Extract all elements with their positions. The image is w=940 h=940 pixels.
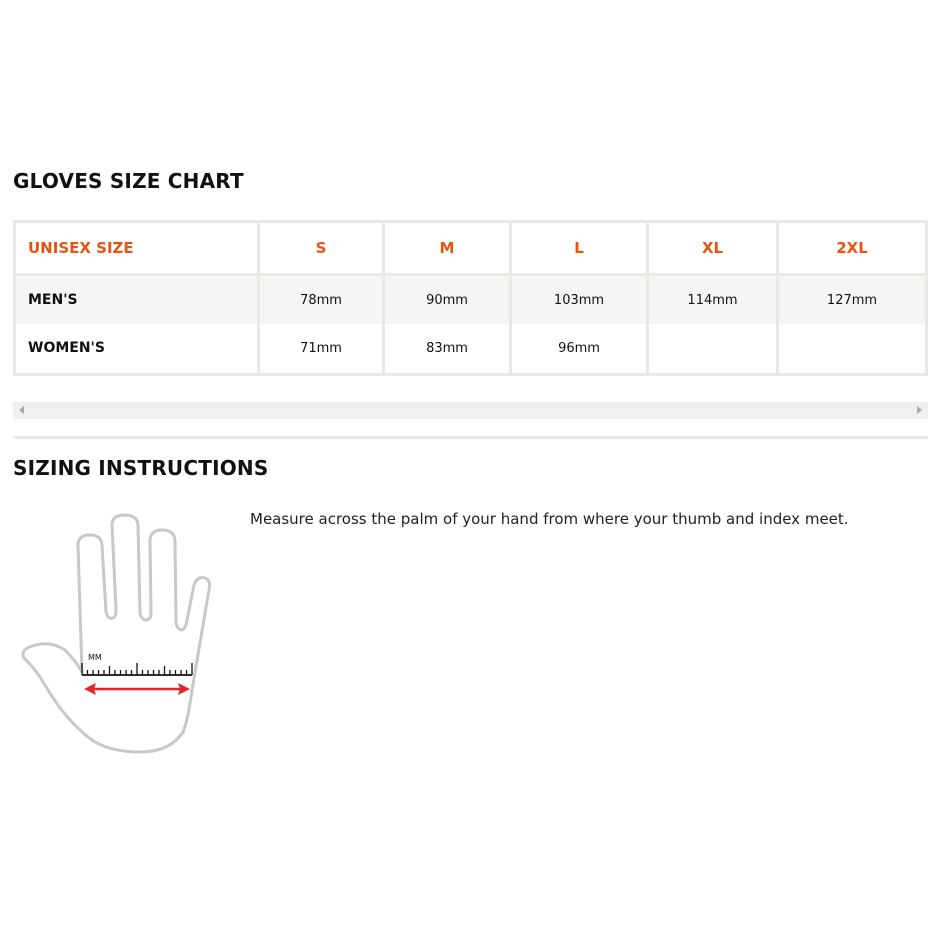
- header-size: 2XL: [778, 222, 927, 275]
- cell: 96mm: [511, 324, 648, 375]
- instructions-text: Measure across the palm of your hand from where your thumb and index meet.: [250, 510, 849, 528]
- header-size: L: [511, 222, 648, 275]
- cell: 114mm: [648, 275, 778, 325]
- row-label: MEN'S: [15, 275, 259, 325]
- cell: 127mm: [778, 275, 927, 325]
- cell: 90mm: [384, 275, 511, 325]
- cell: 83mm: [384, 324, 511, 375]
- hand-outline-icon: [23, 515, 210, 752]
- hand-measure-illustration: [10, 500, 230, 770]
- sizing-instructions-title: SIZING INSTRUCTIONS: [13, 456, 269, 480]
- cell: 71mm: [259, 324, 384, 375]
- measure-arrow-icon: [84, 683, 190, 695]
- table-header-row: [15, 222, 927, 275]
- scroll-left-icon[interactable]: [19, 406, 24, 414]
- cell: 103mm: [511, 275, 648, 325]
- ruler-label: MM: [88, 653, 102, 662]
- horizontal-scrollbar[interactable]: [13, 402, 928, 419]
- table-row: [15, 324, 927, 375]
- cell: 78mm: [259, 275, 384, 325]
- header-size: S: [259, 222, 384, 275]
- ruler-icon: [82, 663, 192, 675]
- cell: [778, 324, 927, 375]
- header-label: UNISEX SIZE: [15, 222, 259, 275]
- header-size: XL: [648, 222, 778, 275]
- divider: [13, 436, 928, 439]
- row-label: WOMEN'S: [15, 324, 259, 375]
- size-chart-table: [13, 220, 928, 376]
- scroll-right-icon[interactable]: [917, 406, 922, 414]
- table-row: [15, 275, 927, 325]
- header-size: M: [384, 222, 511, 275]
- cell: [648, 324, 778, 375]
- size-chart-title: GLOVES SIZE CHART: [13, 169, 244, 193]
